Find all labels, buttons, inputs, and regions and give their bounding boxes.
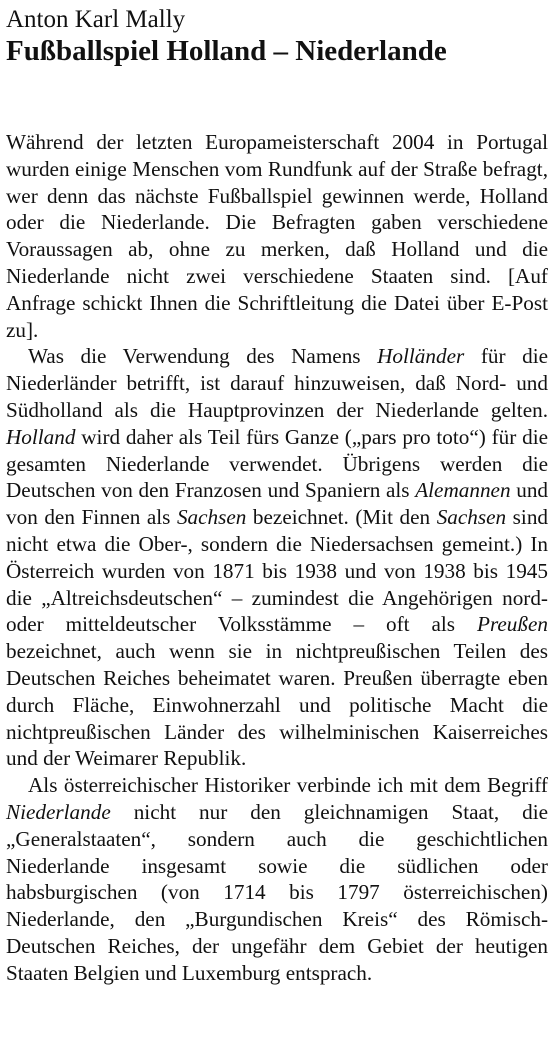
text-run: nicht nur den gleichnamigen Staat, die „Generalstaaten“, sondern auch die geschichtlichen Niederlande insgesamt sowie die südlichen oder habsburgischen (von 1714 bis 1797 österreichischen) Niederlande, den „Burgundischen Kreis“ des Römisch-Deutschen Reiches, der ungefähr dem Gebiet der heutigen Staaten Belgien und Luxemburg entsprach. bbox=[6, 799, 548, 985]
italic-term: Sachsen bbox=[436, 505, 507, 530]
italic-term: Holländer bbox=[377, 344, 465, 369]
paragraph-1 bbox=[6, 129, 548, 343]
italic-term: Preußen bbox=[477, 612, 548, 637]
text-run: Als österreichischer Historiker verbinde ich mit dem Begriff bbox=[28, 773, 548, 798]
paragraph-3 bbox=[6, 772, 548, 986]
article-title: Fußballspiel Holland – Niederlande bbox=[6, 35, 447, 67]
text-run: Während der letzten Europameisterschaft 2004 in Portugal wurden einige Menschen vom Rundfunk auf der Straße befragt, wer denn das nächste Fußballspiel gewinnen werde, Holland oder die Niederlande. Die Befragten gaben verschiedene Voraussagen ab, ohne zu merken, daß Holland und die Niederlande nicht zwei verschiedene Staaten sind. [Auf Anfrage schickt Ihnen die Schriftleitung die Datei über E-Post zu]. bbox=[6, 130, 548, 342]
text-run: wird daher als Teil fürs Ganze („pars pro toto“) für die gesamten Niederlande verwendet. Übrigens werden die Deutschen von den Franzosen und Spaniern als bbox=[6, 424, 548, 503]
author-name: Anton Karl Mally bbox=[6, 6, 186, 33]
italic-term: Alemannen bbox=[415, 478, 511, 503]
italic-term: Niederlande bbox=[6, 799, 111, 824]
text-run: bezeichnet. (Mit den bbox=[246, 505, 437, 530]
text-run: für die Niederländer betrifft, ist darauf hinzuweisen, daß Nord- und Südholland als die Hauptprovinzen der Niederlande gelten. bbox=[6, 344, 548, 422]
italic-term: Sachsen bbox=[176, 505, 247, 530]
text-run: bezeichnet, auch wenn sie in nichtpreußischen Teilen des Deutschen Reiches beheimatet waren. Preußen überragte eben durch Fläche, Einwohnerzahl und politische Macht die nichtpreußischen Länder des wilhelminischen Kaiserreiches und der Weimarer Republik. bbox=[6, 639, 548, 771]
paragraph-2 bbox=[6, 343, 548, 772]
document-page bbox=[6, 6, 548, 987]
text-run: sind nicht etwa die Ober-, sondern die Niedersachsen gemeint.) In Österreich wurden von 1871 bis 1938 und von 1938 bis 1945 die „Altreichsdeutschen“ – zumindest die Angehörigen nord- oder mitteldeutscher Volksstämme – oft als bbox=[6, 505, 549, 637]
text-run: und von den Finnen als bbox=[6, 478, 548, 530]
text-run: Was die Verwendung des Namens bbox=[28, 344, 378, 369]
italic-term: Holland bbox=[6, 424, 76, 449]
article-body bbox=[6, 129, 548, 987]
